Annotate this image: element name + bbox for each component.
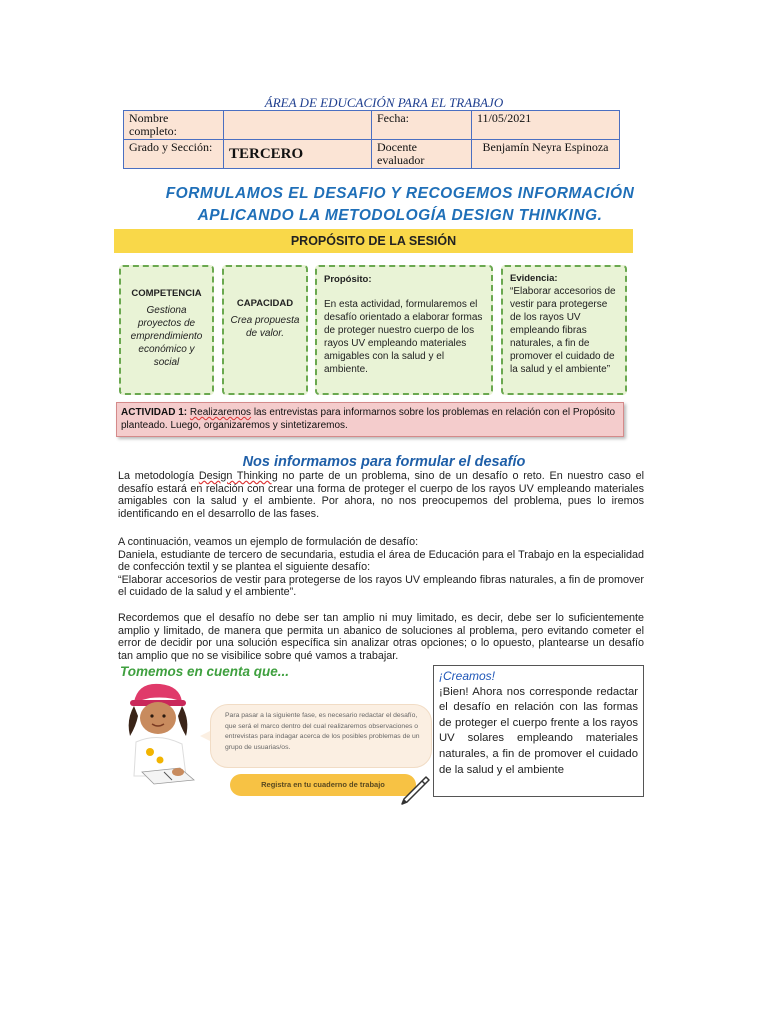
grado-field[interactable]: TERCERO	[224, 140, 372, 169]
competencia-heading: COMPETENCIA	[131, 288, 202, 299]
student-info-table	[123, 110, 620, 169]
main-title	[100, 183, 700, 227]
capacidad-text: Crea propuesta de valor.	[230, 315, 300, 339]
actividad-label: ACTIVIDAD 1:	[121, 407, 188, 418]
main-title-line1: FORMULAMOS EL DESAFIO Y RECOGEMOS INFORMACIÓN	[165, 185, 635, 202]
paragraph-example	[118, 536, 644, 599]
fecha-field[interactable]: 11/05/2021	[472, 111, 620, 140]
actividad-banner	[116, 402, 624, 437]
nombre-label: Nombre completo:	[124, 111, 224, 140]
docente-label: Docente evaluador	[372, 140, 472, 169]
student-illustration	[120, 680, 200, 788]
proposito-section	[114, 229, 637, 400]
proposito-text: En esta actividad, formularemos el desafío orientado a elaborar formas de proteger nuestro cuerpo de los rayos UV empleando materiales amigables con la salud y el ambiente.	[324, 299, 483, 375]
paragraph-recordemos: Recordemos que el desafío no debe ser tan amplio ni muy limitado, es decir, debe ser lo suficientemente amplio y limitado, de manera que permita un abanico de soluciones al problema, pero evitando cometer el error de decidir por una solución específica sin analizar otras opciones; o lo opuesto, plantearse un desafío tan amplio que no se visibilice sobre qué vamos a trabajar.	[118, 612, 644, 662]
creamos-title: ¡Creamos!	[439, 669, 496, 683]
grado-label: Grado y Sección:	[124, 140, 224, 169]
example-challenge: “Elaborar accesorios de vestir para protegerse de los rayos UV empleando fibras naturales, a fin de promover el cuidado de la salud y el ambiente”.	[118, 573, 644, 599]
actividad-word: Realizaremos	[189, 407, 252, 418]
evidencia-heading: Evidencia:	[510, 273, 558, 284]
proposito-bar: PROPÓSITO DE LA SESIÓN	[114, 229, 633, 253]
registra-cuaderno-banner: Registra en tu cuaderno de trabajo	[230, 774, 416, 796]
paragraph-intro-start: La metodología	[118, 470, 199, 482]
main-title-line2: APLICANDO LA METODOLOGÍA DESIGN THINKING.	[197, 207, 603, 224]
section-title: Nos informamos para formular el desafío	[242, 454, 526, 470]
actividad-text: las entrevistas para informarnos sobre los problemas en relación con el Propósito planteado. Luego, organizaremos y sintetizaremos.	[121, 407, 616, 431]
competencia-text: Gestiona proyectos de emprendimiento económico y social	[130, 305, 203, 368]
nombre-field[interactable]	[224, 111, 372, 140]
paragraph-intro-rest: no parte de un problema, sino de un desafío o reto. En nuestro caso el desafío estará en relación con crear una forma de proteger el cuerpo de los rayos UV empleando materiales amigables con la salud y el ambiente. Por ahora, no nos preocupemos del problema, pues lo iremos identificando en el desarrollo de las fases.	[118, 470, 644, 520]
evidencia-text: “Elaborar accesorios de vestir para protegerse de los rayos UV empleando fibras naturales, a fin de promover el cuidado de la salud y el ambiente”	[510, 286, 616, 375]
fecha-label: Fecha:	[372, 111, 472, 140]
area-title: ÁREA DE EDUCACIÓN PARA EL TRABAJO	[264, 95, 504, 110]
example-intro: A continuación, veamos un ejemplo de formulación de desafío:	[118, 536, 419, 548]
proposito-box	[315, 265, 493, 395]
capacidad-heading: CAPACIDAD	[236, 298, 294, 309]
creamos-text: ¡Bien! Ahora nos corresponde redactar el desafío en relación con las formas de proteger el cuerpo frente a los rayos UV solares empleando materiales naturales, a fin de promover el cuidado de la salud y el ambiente	[439, 685, 638, 776]
capacidad-box	[222, 265, 308, 395]
proposito-heading: Propósito:	[324, 274, 372, 285]
docente-field[interactable]: Benjamín Neyra Espinoza	[472, 140, 620, 169]
paragraph-intro	[118, 470, 644, 520]
pencil-icon	[398, 774, 432, 808]
evidencia-box	[501, 265, 627, 395]
speech-bubble: Para pasar a la siguiente fase, es necesario redactar el desafío, que será el marco dentro del cual realizaremos observaciones o entrevistas para indagar acerca de los posibles problemas de un grupo de usuarias/os.	[210, 704, 432, 768]
competencia-box	[119, 265, 214, 395]
creamos-box	[433, 665, 644, 797]
example-daniela: Daniela, estudiante de tercero de secundaria, estudia el área de Educación para el Trabajo en la especialidad de confección textil y se plantea el siguiente desafío:	[118, 548, 644, 574]
tomemos-heading: Tomemos en cuenta que...	[120, 664, 290, 678]
design-thinking-term: Design Thinking	[198, 470, 278, 482]
